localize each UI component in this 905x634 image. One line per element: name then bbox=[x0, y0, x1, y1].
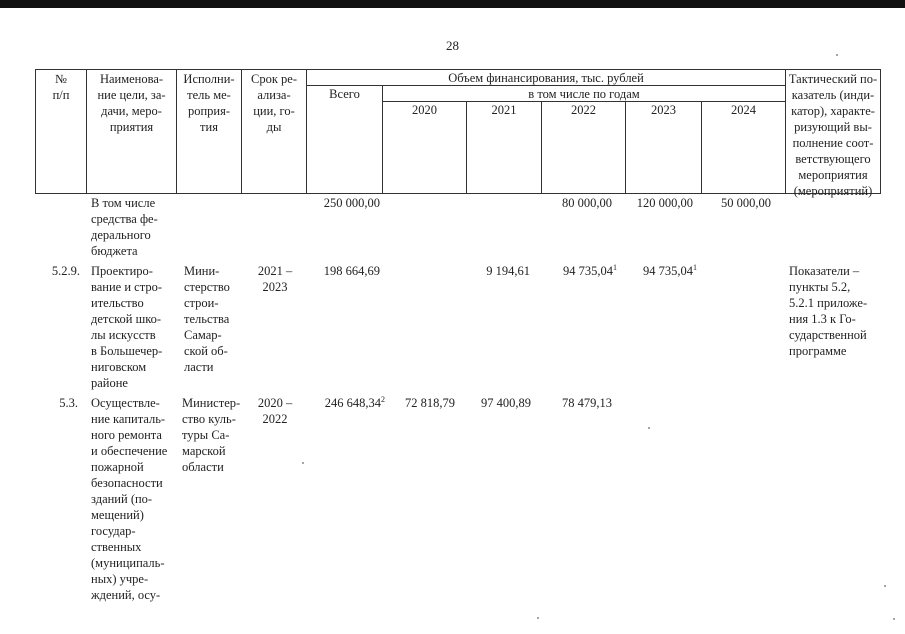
row-529-2022 bbox=[538, 263, 617, 279]
header-num: № п/п bbox=[52, 72, 70, 102]
row-53-name: Осуществле- ние капиталь- ного ремонта и обеспечение пожарной безопасности зданий (по- мещений) государ- ственных (муниципаль- ных) учре- ждений, осу- bbox=[91, 396, 168, 602]
row-529-total: 198 664,69 bbox=[323, 264, 380, 278]
header-year-2020: 2020 bbox=[412, 103, 437, 117]
header-name: Наименова- ние цели, за- дачи, меро- приятия bbox=[97, 72, 166, 134]
row-federal-total: 250 000,00 bbox=[323, 196, 380, 210]
row-529-term: 2021 – 2023 bbox=[257, 264, 293, 294]
header-by-years: в том числе по годам bbox=[528, 87, 640, 101]
header-year-2024: 2024 bbox=[731, 103, 756, 117]
scan-speck bbox=[302, 462, 304, 464]
header-total: Всего bbox=[329, 87, 360, 101]
scan-speck bbox=[537, 617, 539, 619]
header-indicator: Тактический по- казатель (инди- катор), характе- ризующий вы- полнение соот- ветствующего мероприятия (мероприятий) bbox=[788, 72, 878, 198]
header-year-2023: 2023 bbox=[651, 103, 676, 117]
row-federal-2023: 120 000,00 bbox=[636, 196, 693, 210]
header-funding-title: Объем финансирования, тыс. рублей bbox=[448, 71, 644, 85]
row-529-2023 bbox=[618, 263, 697, 279]
row-529-2022-footnote: 1 bbox=[613, 262, 617, 272]
scan-speck bbox=[884, 585, 886, 587]
row-53-2020: 72 818,79 bbox=[405, 396, 455, 410]
row-53-num: 5.3. bbox=[59, 396, 78, 410]
page-number: 28 bbox=[446, 38, 459, 53]
row-federal-2024: 50 000,00 bbox=[721, 196, 771, 210]
row-53-total bbox=[306, 395, 385, 411]
row-529-indicator: Показатели – пункты 5.2, 5.2.1 приложе- ния 1.3 к Го- сударственной программе bbox=[789, 264, 868, 358]
scan-speck bbox=[648, 427, 650, 429]
row-529-name: Проектиро- вание и стро- ительство детской шко- лы искусств в Большечер- ниговском районе bbox=[91, 264, 163, 390]
header-year-2021: 2021 bbox=[491, 103, 517, 117]
row-federal-name: В том числе средства фе- дерального бюджета bbox=[91, 196, 158, 258]
row-federal-2022: 80 000,00 bbox=[562, 196, 612, 210]
row-53-term: 2020 – 2022 bbox=[257, 396, 293, 426]
row-53-total-footnote: 2 bbox=[381, 394, 385, 404]
scan-speck bbox=[893, 618, 895, 620]
row-53-2022: 78 479,13 bbox=[562, 396, 612, 410]
row-53-executor: Министер- ство куль- туры Са- марской области bbox=[182, 396, 241, 474]
header-executor: Исполни- тель ме- роприя- тия bbox=[183, 72, 235, 134]
row-529-2022-value: 94 735,04 bbox=[563, 264, 613, 278]
row-529-2021: 9 194,61 bbox=[486, 264, 530, 278]
row-53-2021: 97 400,89 bbox=[481, 396, 531, 410]
scan-top-edge bbox=[0, 0, 905, 8]
header-bottom-border bbox=[35, 193, 880, 194]
row-529-executor: Мини- стерство строи- тельства Самар- ской об- ласти bbox=[184, 264, 230, 374]
row-529-num: 5.2.9. bbox=[51, 264, 80, 278]
row-529-2023-value: 94 735,04 bbox=[643, 264, 693, 278]
header-year-2022: 2022 bbox=[571, 103, 596, 117]
table-right-border bbox=[880, 69, 881, 194]
header-term: Срок ре- ализа- ции, го- ды bbox=[251, 72, 297, 134]
row-529-2023-footnote: 1 bbox=[693, 262, 697, 272]
scan-speck bbox=[836, 54, 838, 56]
row-53-total-value: 246 648,34 bbox=[324, 396, 381, 410]
